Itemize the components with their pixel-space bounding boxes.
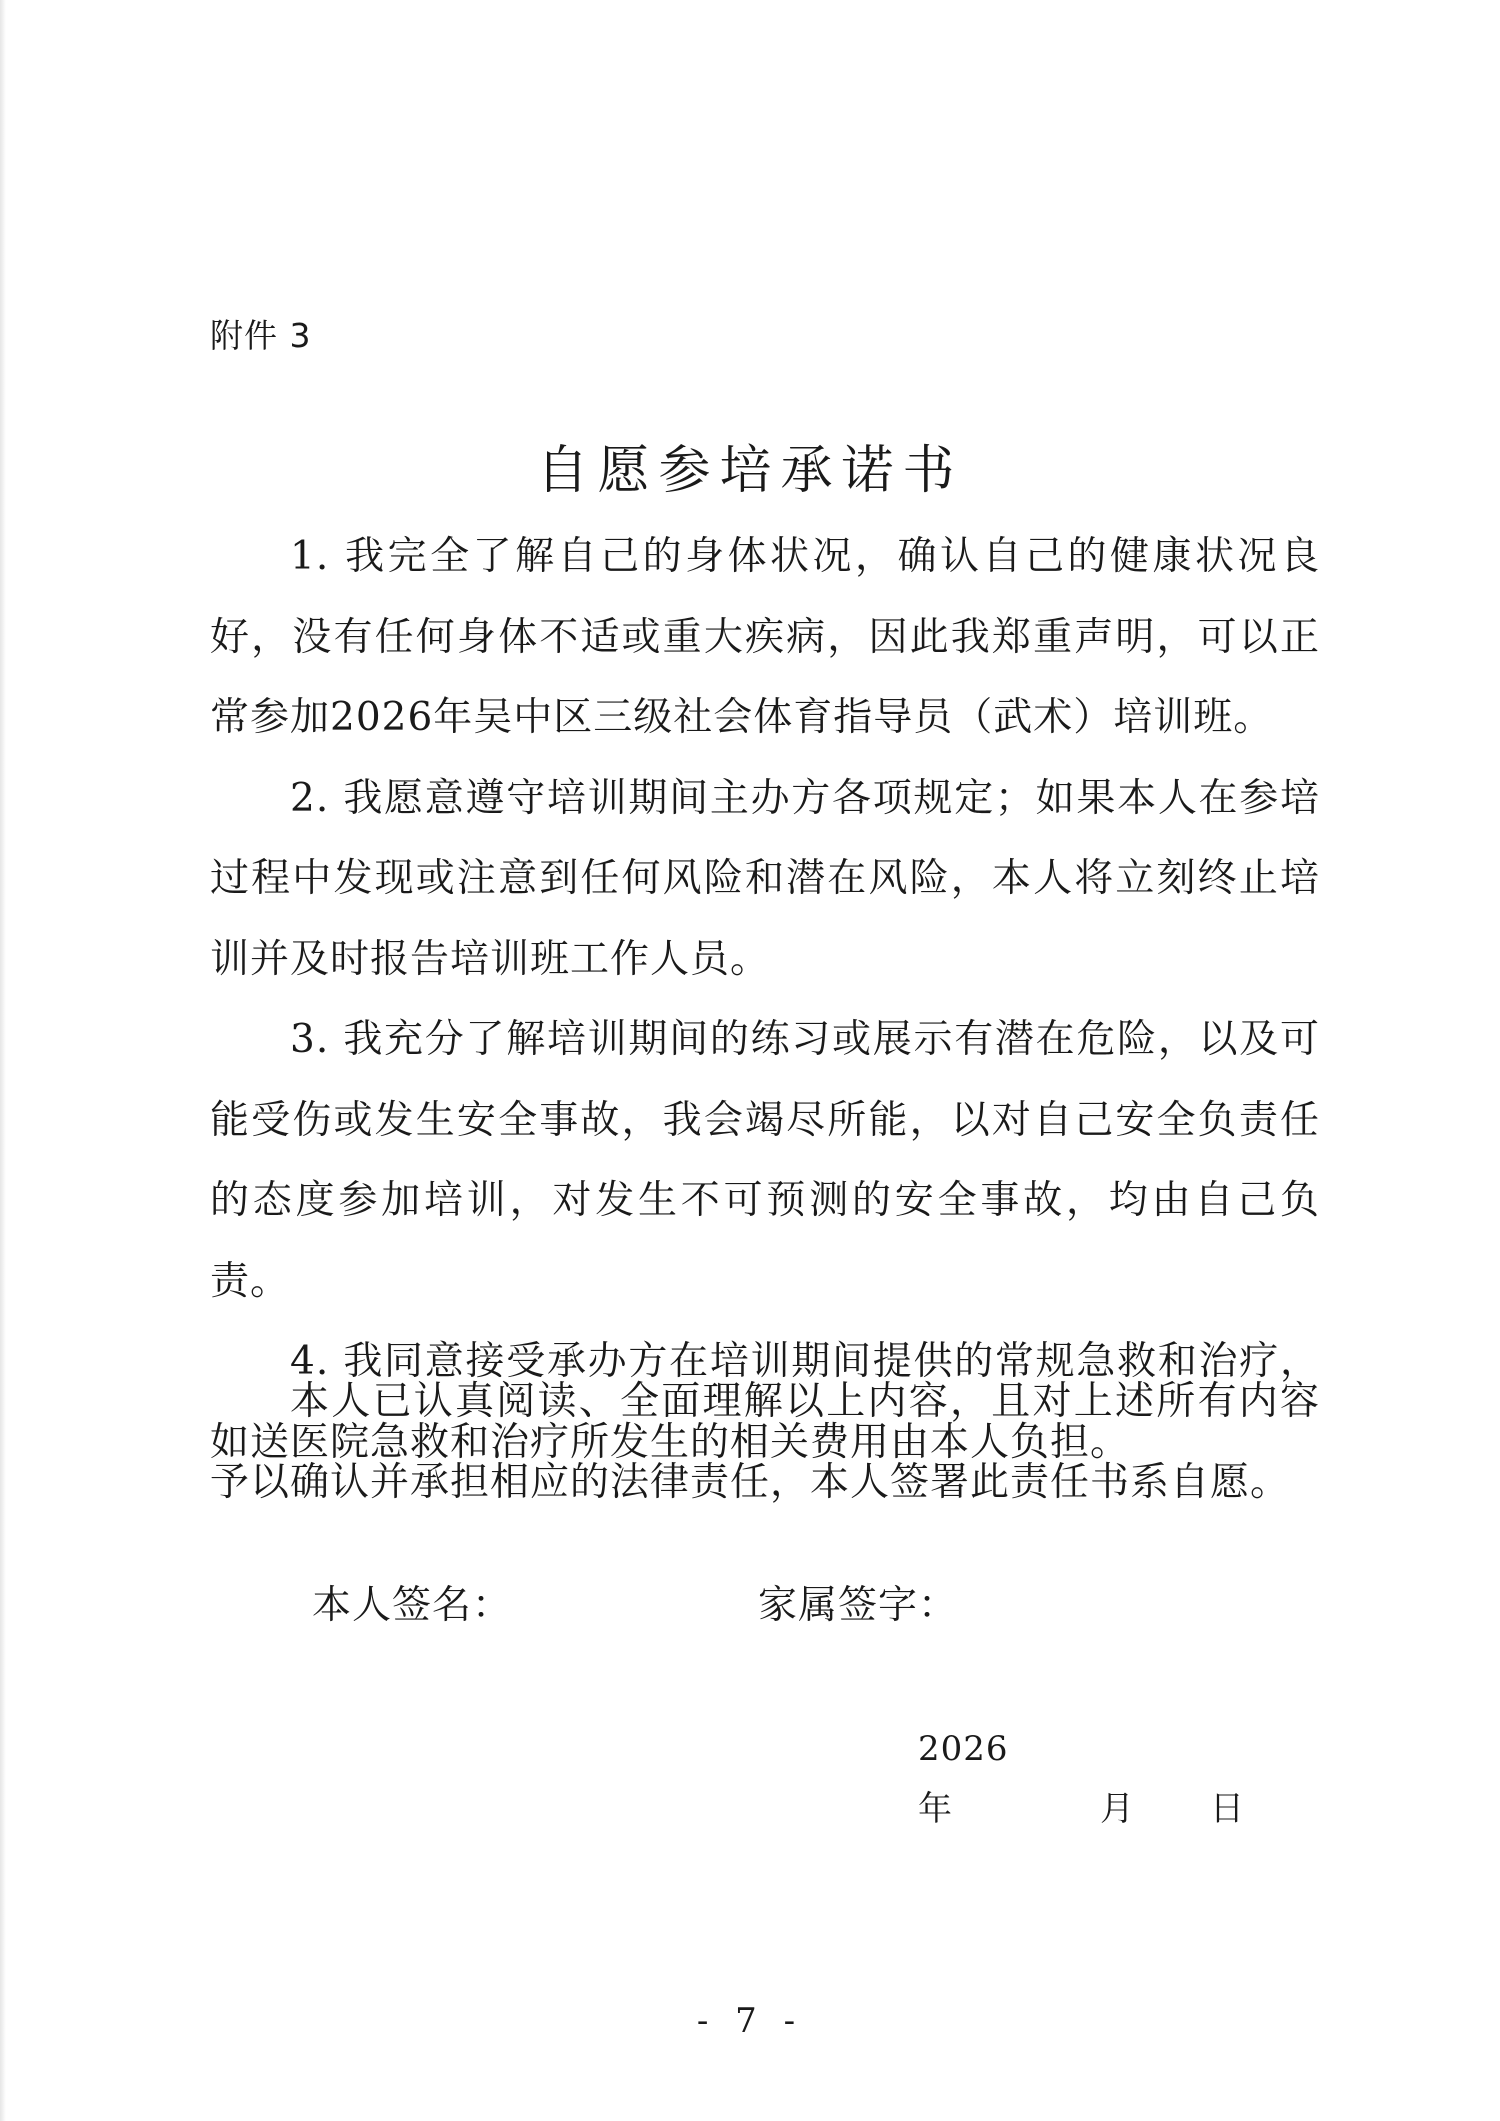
family-signature-label: 家属签字： <box>758 1583 959 1628</box>
page-edge-shadow <box>0 0 6 2121</box>
closing-paragraph: 本人已认真阅读、全面理解以上内容，且对上述所有内容予以确认并承担相应的法律责任，本人签署此责任书系自愿。 <box>210 1379 1320 1505</box>
document-title: 自愿参培承诺书 <box>536 441 964 501</box>
commitment-paragraph-4: 4. 我同意接受承办方在培训期间提供的常规急救和治疗，如送医院急救和治疗所发生的相关费用由本人负担。 <box>210 1339 1320 1465</box>
closing-statement <box>210 1362 1320 1523</box>
date-month: 月 <box>1100 1789 1135 1829</box>
commitment-paragraph-1: 1. 我完全了解自己的身体状况，确认自己的健康状况良好，没有任何身体不适或重大疾病，因此我郑重声明，可以正常参加2026年吴中区三级社会体育指导员（武术）培训班。 <box>210 534 1320 740</box>
self-signature-label: 本人签名： <box>312 1583 513 1628</box>
attachment-label: 附件 3 <box>210 316 312 355</box>
commitment-body <box>210 517 1320 1483</box>
page-number: - 7 - <box>696 2001 804 2041</box>
commitment-paragraph-2: 2. 我愿意遵守培训期间主办方各项规定；如果本人在参培过程中发现或注意到任何风险和潜在风险，本人将立刻终止培训并及时报告培训班工作人员。 <box>210 775 1320 982</box>
commitment-paragraph-3: 3. 我充分了解培训期间的练习或展示有潜在危险，以及可能受伤或发生安全事故，我会竭尽所能，以对自己安全负责任的态度参加培训，对发生不可预测的安全事故，均由自己负责。 <box>210 1017 1320 1304</box>
date-day: 日 <box>1210 1789 1245 1829</box>
date-year: 2026 年 <box>918 1729 1009 1829</box>
date-line <box>918 1719 1245 1839</box>
